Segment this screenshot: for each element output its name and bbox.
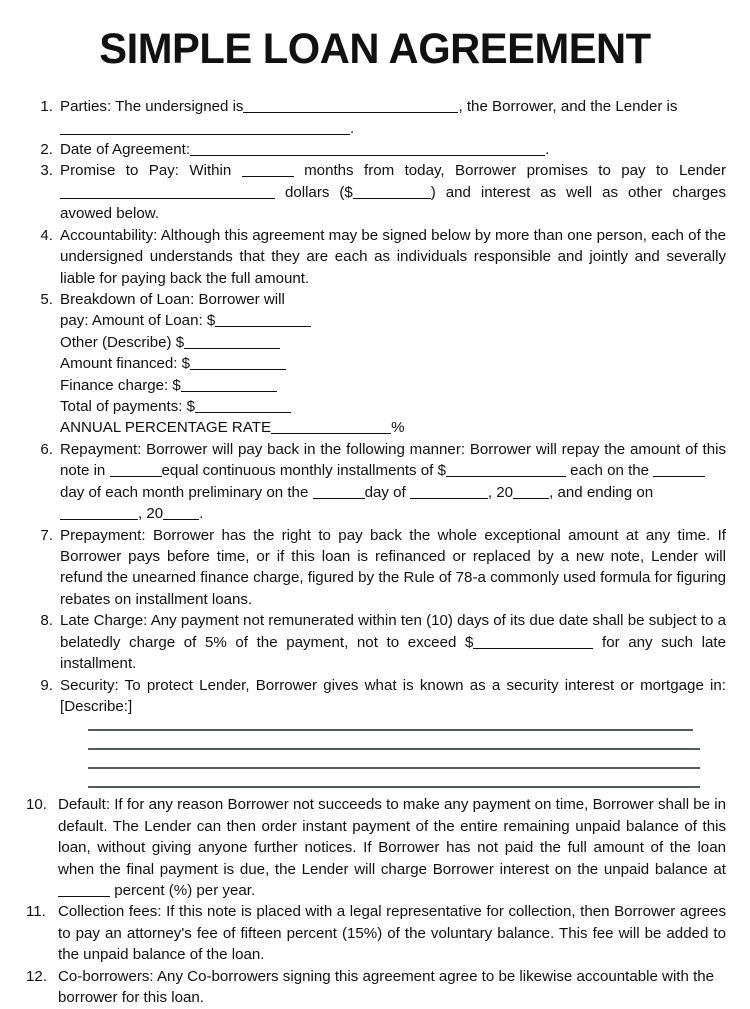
late-charge-max-blank[interactable]	[473, 634, 593, 649]
clause-parties	[28, 96, 726, 139]
clause-repayment	[28, 439, 726, 525]
clause-number: 4.	[40, 226, 53, 244]
clause-co-borrowers	[28, 966, 726, 1009]
start-year-blank[interactable]	[513, 484, 549, 499]
annual-percentage-rate-blank[interactable]	[271, 420, 391, 435]
clause-line-text: Promise to Pay: Within	[60, 162, 232, 180]
clause-number: 8.	[40, 612, 53, 630]
clause-line-text: equal continuous monthly installments of $	[161, 462, 446, 480]
clause-text: Prepayment: Borrower has the right to pay back the whole exceptional amount at any time. If Borrower pays before time, or if this loan is refinanced or replaced by a new note, Lender will refund the unearned finance charge, figured by the Rule of 78-a commonly used formula for figuring rebates on installment loans.	[60, 526, 726, 608]
clause-text	[60, 96, 726, 117]
clause-text: Co-borrowers: Any Co-borrowers signing this agreement agree to be likewise accountable with the borrower for this loan.	[58, 967, 715, 1007]
clause-promise-to-pay	[28, 160, 726, 224]
blank-rule-line[interactable]	[88, 767, 700, 769]
clause-text	[60, 503, 726, 524]
clause-text	[60, 482, 726, 503]
clause-text: Collection fees: If this note is placed with a legal representative for collection, then Borrower agrees to pay an attorney's fee of fifteen percent (15%) of the voluntary balance. This fee will be added to the unpaid balance of the loan.	[58, 903, 726, 964]
clause-number: 6.	[40, 440, 53, 458]
clause-line-text: Repayment: Borrower will pay back in the following manner: Borrower will repay the amount of this note in	[60, 440, 726, 480]
clause-date-of-agreement	[28, 139, 726, 160]
finance-charge-blank[interactable]	[181, 377, 277, 392]
clause-text	[58, 794, 726, 901]
clause-number: 2.	[40, 140, 53, 158]
amount-of-loan-blank[interactable]	[215, 312, 311, 327]
clause-text	[60, 160, 726, 224]
clause-number: 10.	[26, 796, 47, 814]
date-of-agreement-blank[interactable]	[190, 141, 545, 156]
installment-amount-blank[interactable]	[446, 462, 566, 477]
clause-line-text: , the Borrower, and the Lender is	[458, 98, 678, 116]
clause-text	[60, 439, 726, 482]
blank-rule-line[interactable]	[88, 729, 693, 731]
clause-number: 1.	[40, 98, 53, 116]
parties-lender-blank[interactable]	[60, 120, 350, 135]
clause-line-text: Date of Agreement:	[60, 140, 191, 158]
promise-amount-blank[interactable]	[353, 184, 431, 199]
clause-line-text: Parties: The undersigned is	[60, 98, 244, 116]
clause-line-text: dollars ($	[284, 183, 353, 201]
total-of-payments-blank[interactable]	[195, 398, 291, 413]
parties-borrower-blank[interactable]	[243, 98, 458, 113]
clause-list	[0, 72, 750, 1008]
installments-count-blank[interactable]	[110, 462, 162, 477]
breakdown-label: Total of payments: $	[60, 398, 196, 416]
clause-number: 12.	[26, 967, 47, 985]
other-describe-blank[interactable]	[184, 334, 280, 349]
default-interest-rate-blank[interactable]	[58, 882, 110, 897]
clause-default	[28, 794, 726, 901]
end-month-blank[interactable]	[60, 505, 138, 520]
page-title: SIMPLE LOAN AGREEMENT	[99, 25, 651, 73]
amount-financed-blank[interactable]	[190, 355, 286, 370]
breakdown-amount-financed	[60, 353, 726, 374]
clause-number: 5.	[40, 290, 53, 308]
clause-breakdown-of-loan	[28, 289, 726, 439]
clause-line-text: , 20	[487, 483, 514, 501]
breakdown-finance-charge	[60, 375, 726, 396]
clause-line-text: .	[199, 505, 204, 523]
breakdown-label: pay: Amount of Loan: $	[60, 312, 216, 330]
blank-rule-line[interactable]	[88, 748, 700, 750]
clause-number: 11.	[26, 903, 46, 921]
clause-line-text: .	[350, 119, 355, 137]
blank-rule-line[interactable]	[88, 786, 700, 788]
clause-line-text: Late Charge: Any payment not remunerated within ten (10) days of its due date shall be subject to a belatedly charge of 5% of the payment, not to exceed $	[60, 612, 726, 651]
apr-percent-suffix: %	[391, 419, 405, 437]
clause-security	[28, 675, 726, 718]
clause-collection-fees	[28, 901, 726, 965]
clause-late-charge	[28, 610, 726, 674]
breakdown-total-of-payments	[60, 396, 726, 417]
clause-text	[60, 118, 726, 139]
promise-months-blank[interactable]	[242, 163, 294, 178]
clause-prepayment	[28, 525, 726, 611]
breakdown-amount-of-loan	[60, 310, 726, 331]
promise-dollars-blank[interactable]	[60, 184, 275, 199]
clause-accountability	[28, 225, 726, 289]
end-year-blank[interactable]	[163, 505, 199, 520]
clause-text: Security: To protect Lender, Borrower gives what is known as a security interest or mortgage in: [Describe:]	[60, 676, 726, 715]
repayment-day-blank[interactable]	[653, 462, 705, 477]
clause-number: 3.	[40, 162, 53, 180]
clause-line-text: , 20	[138, 505, 164, 523]
clause-line-text: day of each month preliminary on the	[60, 483, 309, 501]
breakdown-heading: Breakdown of Loan: Borrower will	[60, 290, 285, 308]
clause-line-text: Default: If for any reason Borrower not succeeds to make any payment on time, Borrower shall be in default. The Lender can then order instant payment of the entire remaining unpaid balance of this loan, without giving anyone further notices. If Borrower has not paid the full amount of the loan when the final payment is due, the Lender will charge Borrower interest on the unpaid balance at	[58, 796, 726, 878]
start-month-blank[interactable]	[410, 484, 488, 499]
clause-line-text: day of	[364, 483, 406, 501]
breakdown-label: ANNUAL PERCENTAGE RATE	[60, 419, 272, 437]
clause-line-text: months from today, Borrower promises to pay to Lender	[304, 162, 726, 180]
breakdown-label: Amount financed: $	[60, 355, 191, 373]
start-day-blank[interactable]	[313, 484, 365, 499]
clause-line-text: percent (%) per year.	[114, 882, 256, 900]
clause-line-text: ) and interest as well as other charges avowed below.	[60, 183, 727, 223]
clause-line-text: each on the	[570, 462, 650, 480]
clause-text	[60, 139, 726, 160]
clause-line-text: for any such late installment.	[60, 633, 727, 673]
breakdown-label: Finance charge: $	[60, 376, 181, 394]
clause-number: 9.	[40, 676, 53, 694]
breakdown-apr	[60, 417, 726, 438]
clause-text	[60, 610, 726, 674]
breakdown-label: Other (Describe) $	[60, 333, 185, 351]
clause-text: Accountability: Although this agreement may be signed below by more than one person, each of the undersigned understands that they are each as individuals responsible and jointly and severally liable for paying back the full amount.	[60, 226, 726, 287]
clause-line-text: , and ending on	[549, 483, 654, 501]
breakdown-other	[60, 332, 726, 353]
clause-line-text: .	[545, 140, 550, 158]
security-description-rules	[28, 717, 726, 794]
clause-number: 7.	[40, 526, 53, 544]
